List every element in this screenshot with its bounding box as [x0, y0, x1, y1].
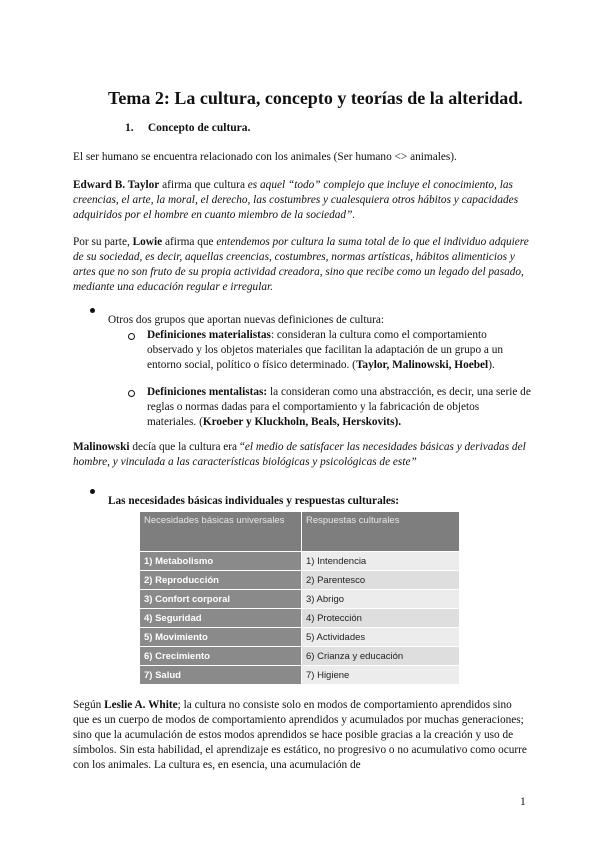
table-row: [140, 590, 460, 609]
bullet-basic-needs: Las necesidades básicas individuales y respuestas culturales:: [108, 495, 400, 508]
page-number: 1: [520, 796, 526, 808]
malinowski-verb: decía que la cultura era “: [129, 441, 245, 453]
response-cell: 1) Intendencia: [302, 552, 460, 571]
response-cell: 6) Crianza y educación: [302, 647, 460, 666]
table-row: [140, 647, 460, 666]
malinowski-quote: el medio de satisfacer las necesidades básicas y derivadas del hombre, y vinculada a las características biológicas y psicológicas de este”: [73, 441, 526, 468]
white-lead: Según: [73, 699, 105, 711]
section-heading: [125, 122, 250, 134]
paragraph-malinowski: [73, 440, 529, 470]
lowie-lead: Por su parte,: [73, 236, 133, 248]
term-materialistas: Definiciones materialistas: [147, 329, 271, 341]
table-row: [140, 571, 460, 590]
table-row: [140, 628, 460, 647]
need-cell: 4) Seguridad: [140, 609, 302, 628]
section-number: 1.: [125, 122, 134, 134]
lowie-quote: entendemos por cultura la suma total de lo que el individuo adquiere de su sociedad, es decir, aquellas creencias, costumbres, normas artísticas, hábitos alimenticios y artes que no son fruto de su propia actividad creadora, sino que recibe como un legado del pasado, mediante una educación regular e irregular.: [73, 236, 529, 293]
author-malinowski: Malinowski: [73, 441, 130, 453]
taylor-quote: es aquel “todo” complejo que incluye el conocimiento, las creencias, el arte, la moral, el derecho, las costumbres y cualesquiera otros hábitos y capacidades adquiridos por el hombre en cuanto miembro de la sociedad”.: [73, 179, 519, 221]
mentalistas-authors: Kroeber y Kluckholn, Beals, Herskovits).: [202, 416, 402, 428]
bullet-dot: [90, 489, 95, 494]
response-cell: 2) Parentesco: [302, 571, 460, 590]
bullet-other-groups: Otros dos grupos que aportan nuevas definiciones de cultura:: [108, 314, 385, 327]
response-cell: 5) Actividades: [302, 628, 460, 647]
paragraph-taylor: [73, 178, 529, 223]
response-cell: 4) Protección: [302, 609, 460, 628]
taylor-verb: afirma que cultura: [159, 179, 248, 191]
materialistas-authors: Taylor, Malinowski, Hoebel: [355, 359, 489, 371]
table-row: [140, 666, 460, 685]
response-cell: 7) Higiene: [302, 666, 460, 685]
sub-bullet-circle: [128, 390, 135, 397]
table-row: [140, 609, 460, 628]
need-cell: 1) Metabolismo: [140, 552, 302, 571]
need-cell: 6) Crecimiento: [140, 647, 302, 666]
bullet-dot: [90, 308, 95, 313]
need-cell: 7) Salud: [140, 666, 302, 685]
need-cell: 5) Movimiento: [140, 628, 302, 647]
need-cell: 3) Confort corporal: [140, 590, 302, 609]
paragraph-intro: El ser humano se encuentra relacionado con los animales (Ser humano <> animales).: [73, 151, 457, 163]
needs-table: [139, 511, 460, 685]
page-title: Tema 2: La cultura, concepto y teorías de la alteridad.: [108, 88, 523, 108]
author-white: Leslie A. White: [104, 699, 178, 711]
mentalistas-text: la consideran como una abstracción, es decir, una serie de reglas o normas dadas para el comportamiento y la fabricación de objetos materiales. (: [147, 386, 531, 428]
paragraph-white: [73, 698, 529, 773]
lowie-verb: afirma que: [162, 236, 217, 248]
white-text: ; la cultura no consiste solo en modos de comportamiento aprendidos sino que es un cuerpo de modos de comportamiento aprendidos y acumulados por muchas generaciones; sino que la acumulación de estos modos aprendidos se hace posible gracias a la creación y uso de símbolos. Sin esta habilidad, el aprendizaje es estático, no progresivo o no acumulativo como ocurre con los animales. La cultura es, en esencia, una acumulación de: [73, 699, 527, 771]
materialistas-end: ).: [488, 359, 495, 371]
table-header-row: [140, 512, 460, 552]
table-row: [140, 552, 460, 571]
response-cell: 3) Abrigo: [302, 590, 460, 609]
section-label: Concepto de cultura.: [147, 122, 251, 134]
sub-item-materialistas: [147, 328, 531, 373]
paragraph-lowie: [73, 235, 529, 295]
author-taylor: Edward B. Taylor: [73, 179, 160, 191]
term-mentalistas: Definiciones mentalistas:: [147, 386, 268, 398]
materialistas-text: : consideran la cultura como el comportamiento observado y los objetos materiales que facilitan la adaptación de un grupo a un entorno social, político o físico determinado. (: [147, 329, 504, 371]
need-cell: 2) Reproducción: [140, 571, 302, 590]
header-responses: Respuestas culturales: [302, 512, 460, 552]
author-lowie: Lowie: [132, 236, 163, 248]
sub-item-mentalistas: [147, 385, 531, 430]
sub-bullet-circle: [128, 333, 135, 340]
header-needs: Necesidades básicas universales: [140, 512, 302, 552]
